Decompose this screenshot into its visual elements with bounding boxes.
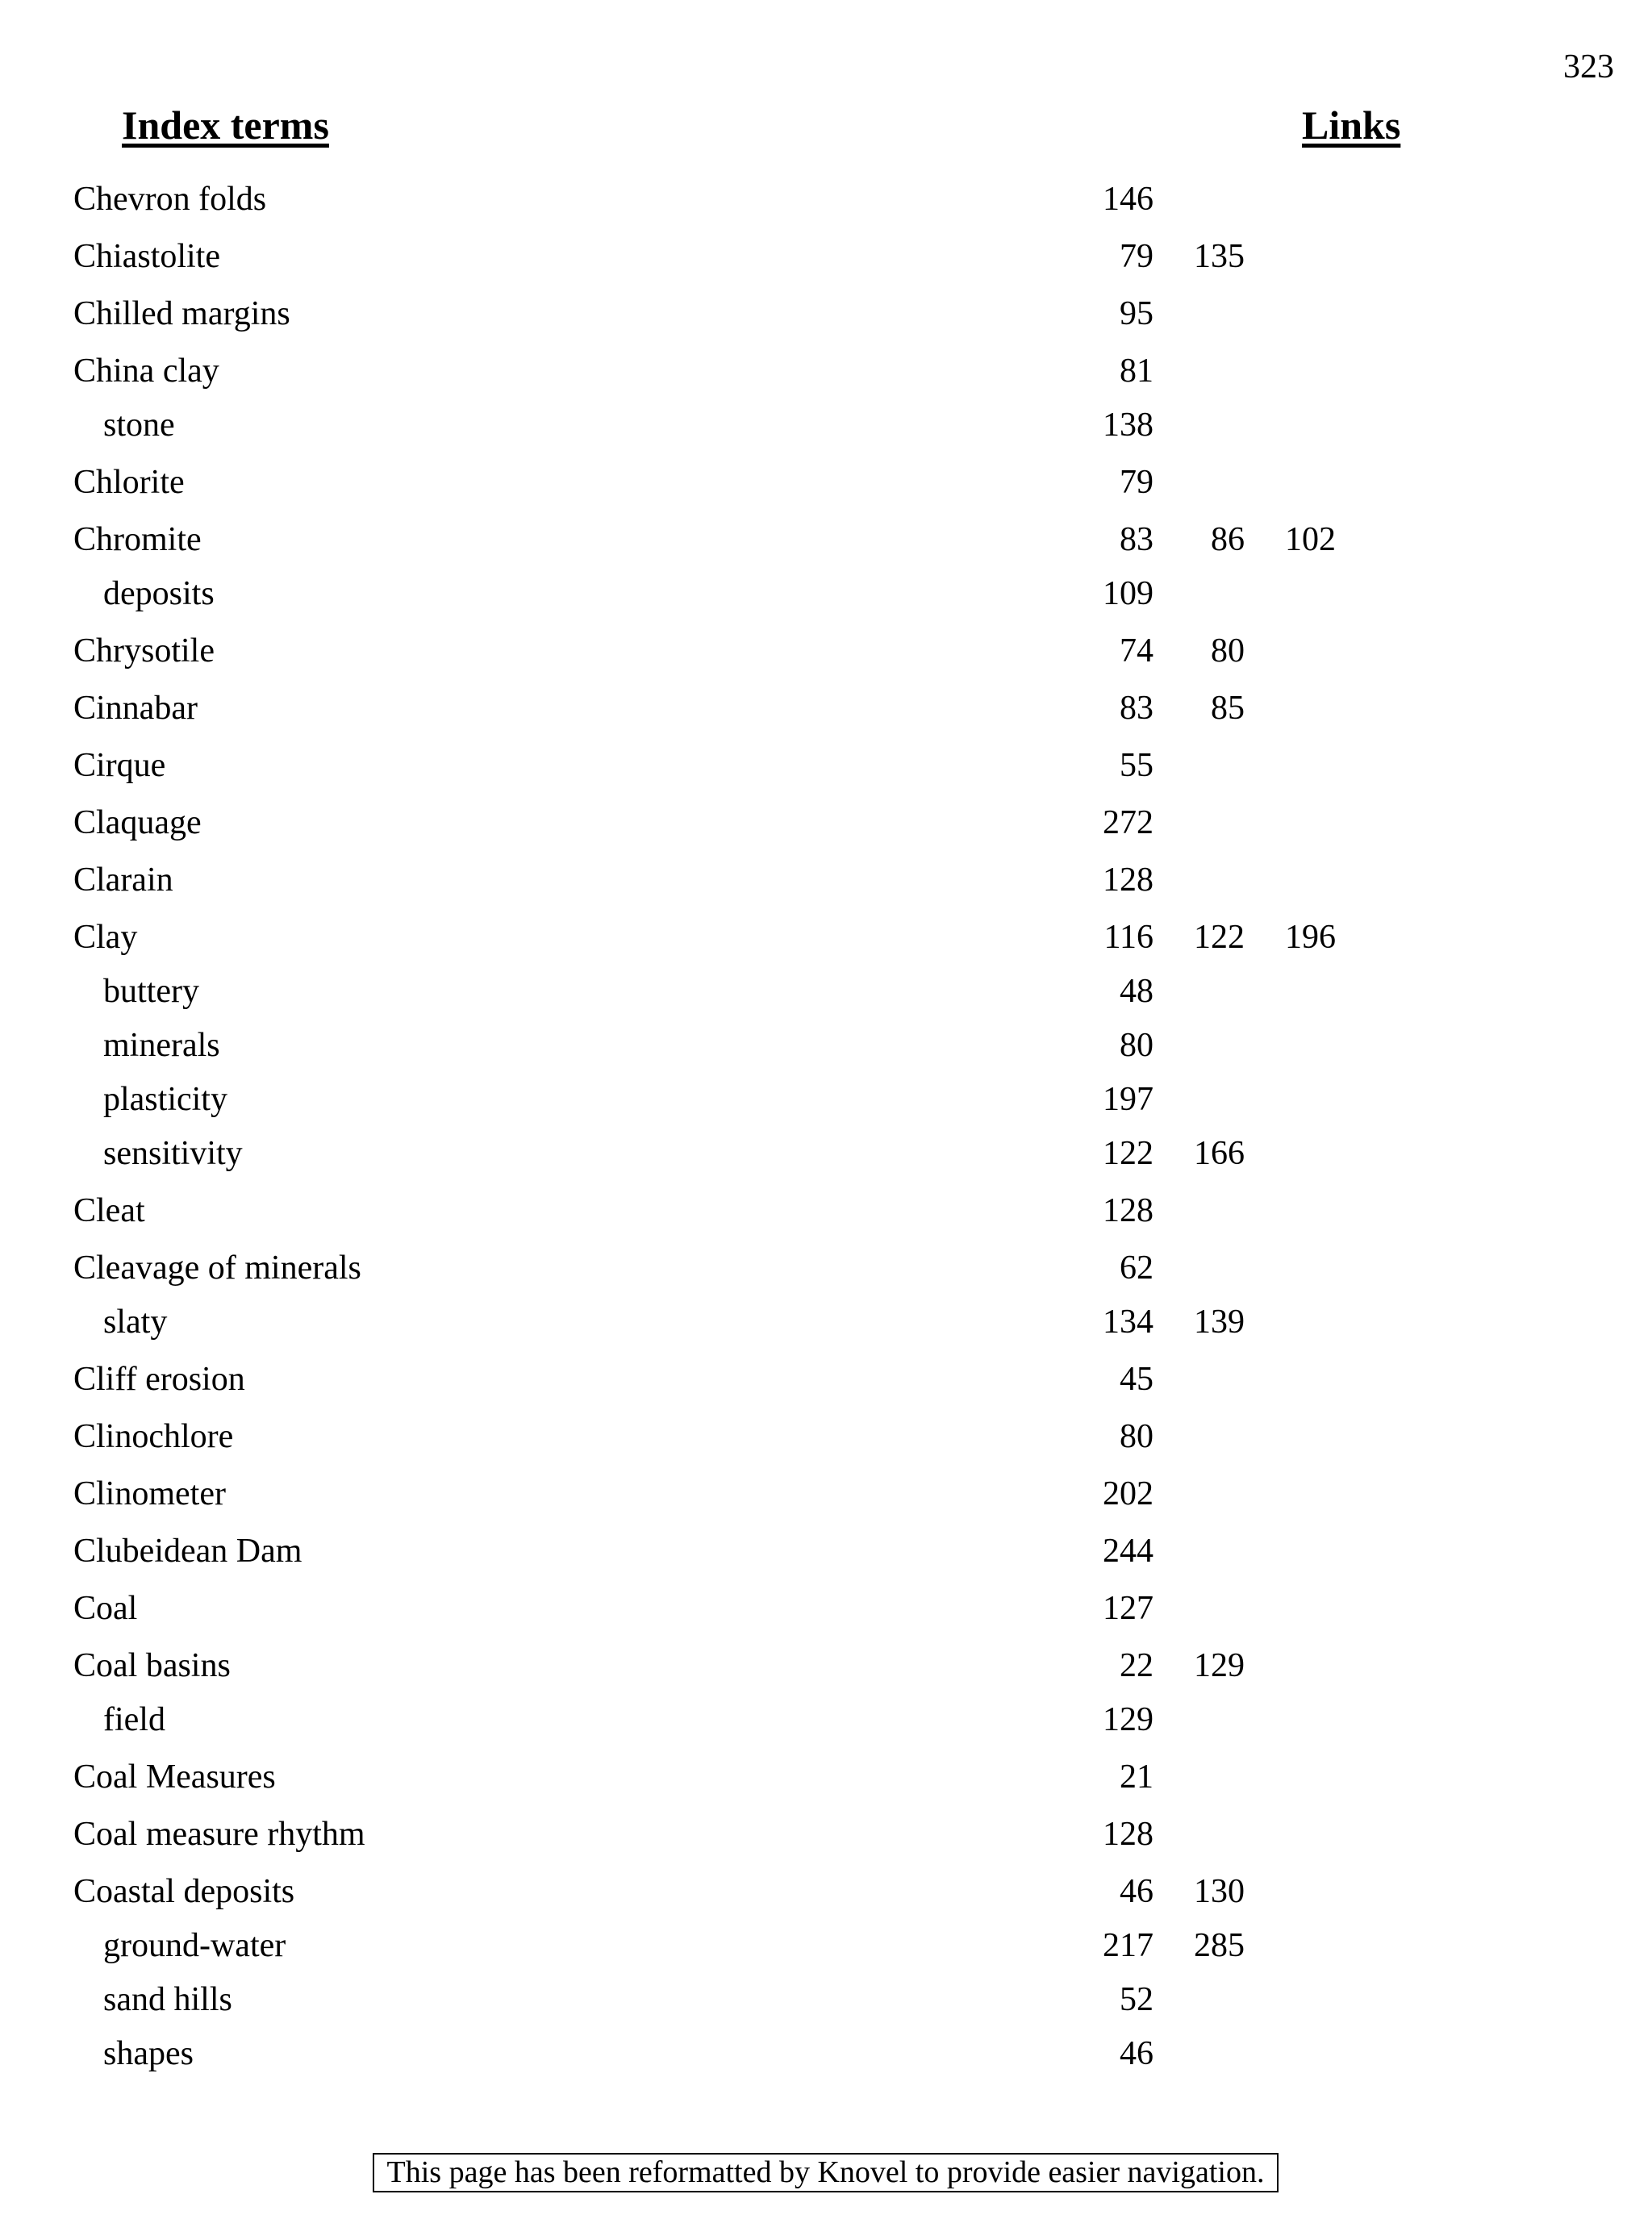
page-link[interactable]: 166: [1194, 1135, 1245, 1172]
index-subterm: buttery: [103, 973, 199, 1010]
page-link[interactable]: 74: [1120, 632, 1153, 670]
index-term: Cirque: [73, 747, 166, 784]
index-term: Chromite: [73, 521, 202, 558]
index-entry: [0, 405, 1652, 445]
page-link[interactable]: 80: [1120, 1418, 1153, 1455]
index-entry: [0, 351, 1652, 391]
page-link[interactable]: 22: [1120, 1647, 1153, 1684]
index-entry: [0, 1474, 1652, 1514]
index-entry: [0, 1646, 1652, 1686]
page-link[interactable]: 85: [1211, 690, 1245, 727]
page-link[interactable]: 86: [1211, 521, 1245, 558]
page-link[interactable]: 80: [1120, 1027, 1153, 1064]
index-term: Coastal deposits: [73, 1873, 295, 1910]
index-entry: [0, 574, 1652, 614]
page-link[interactable]: 129: [1103, 1701, 1153, 1738]
index-entry: [0, 745, 1652, 786]
page-link[interactable]: 128: [1103, 1192, 1153, 1229]
index-entry: [0, 1079, 1652, 1120]
index-entry: [0, 1025, 1652, 1066]
page-link[interactable]: 272: [1103, 804, 1153, 841]
page-link[interactable]: 139: [1194, 1304, 1245, 1341]
page-link[interactable]: 217: [1103, 1927, 1153, 1964]
index-term: Clinometer: [73, 1475, 226, 1512]
page-link[interactable]: 102: [1285, 521, 1336, 558]
page-link[interactable]: 146: [1103, 181, 1153, 218]
index-term: Chrysotile: [73, 632, 215, 670]
page-link[interactable]: 122: [1103, 1135, 1153, 1172]
index-entry: [0, 1416, 1652, 1457]
index-term: Cleavage of minerals: [73, 1249, 361, 1287]
page-link[interactable]: 116: [1103, 919, 1153, 956]
page-link[interactable]: 83: [1120, 690, 1153, 727]
index-term: Cliff erosion: [73, 1361, 245, 1398]
index-subterm: sensitivity: [103, 1135, 243, 1172]
index-entry: [0, 1191, 1652, 1231]
index-entry: [0, 1979, 1652, 2020]
index-entry: [0, 179, 1652, 219]
page-link[interactable]: 48: [1120, 973, 1153, 1010]
page-link[interactable]: 79: [1120, 238, 1153, 275]
index-term: Clinochlore: [73, 1418, 234, 1455]
index-entry: [0, 1531, 1652, 1571]
page-link[interactable]: 52: [1120, 1981, 1153, 2018]
page-link[interactable]: 80: [1211, 632, 1245, 670]
index-term: Clarain: [73, 861, 173, 899]
knovel-footer-note: This page has been reformatted by Knovel to provide easier navigation.: [373, 2153, 1279, 2192]
index-entry: [0, 2034, 1652, 2074]
page-number: 323: [1563, 48, 1614, 86]
page-link[interactable]: 122: [1194, 919, 1245, 956]
page-link[interactable]: 285: [1194, 1927, 1245, 1964]
page-link[interactable]: 202: [1103, 1475, 1153, 1512]
index-subterm: minerals: [103, 1027, 220, 1064]
index-entry: [0, 803, 1652, 843]
index-subterm: deposits: [103, 575, 215, 612]
page-link[interactable]: 21: [1120, 1758, 1153, 1796]
index-term: Coal basins: [73, 1647, 231, 1684]
index-subterm: plasticity: [103, 1081, 227, 1118]
index-entry: [0, 971, 1652, 1012]
page-link[interactable]: 128: [1103, 861, 1153, 899]
index-entry: [0, 1871, 1652, 1912]
index-term: Clubeidean Dam: [73, 1533, 302, 1570]
index-term: Cinnabar: [73, 690, 198, 727]
page-link[interactable]: 244: [1103, 1533, 1153, 1570]
index-entry: [0, 1588, 1652, 1629]
page-link[interactable]: 130: [1194, 1873, 1245, 1910]
index-terms-header: Index terms: [122, 102, 329, 148]
index-subterm: sand hills: [103, 1981, 232, 2018]
index-entry: [0, 860, 1652, 900]
index-term: Chiastolite: [73, 238, 220, 275]
page-link[interactable]: 135: [1194, 238, 1245, 275]
index-term: Chilled margins: [73, 295, 290, 332]
index-entry: [0, 1814, 1652, 1854]
page-link[interactable]: 127: [1103, 1590, 1153, 1627]
index-term: Chlorite: [73, 464, 185, 501]
page-link[interactable]: 83: [1120, 521, 1153, 558]
page-link[interactable]: 45: [1120, 1361, 1153, 1398]
index-entry: [0, 1359, 1652, 1400]
index-term: Coal measure rhythm: [73, 1816, 365, 1853]
page-link[interactable]: 134: [1103, 1304, 1153, 1341]
links-header: Links: [1302, 102, 1401, 148]
index-subterm: shapes: [103, 2035, 194, 2072]
page-link[interactable]: 196: [1285, 919, 1336, 956]
page-link[interactable]: 55: [1120, 747, 1153, 784]
index-entry: [0, 1302, 1652, 1342]
index-entry: [0, 519, 1652, 560]
index-subterm: field: [103, 1701, 165, 1738]
page-link[interactable]: 129: [1194, 1647, 1245, 1684]
index-entry: [0, 631, 1652, 671]
page-link[interactable]: 138: [1103, 407, 1153, 444]
page-link[interactable]: 46: [1120, 2035, 1153, 2072]
index-term: Coal Measures: [73, 1758, 276, 1796]
index-term: Claquage: [73, 804, 202, 841]
index-entry: [0, 1925, 1652, 1966]
page-link[interactable]: 81: [1120, 353, 1153, 390]
index-entry: [0, 294, 1652, 334]
index-entry: [0, 236, 1652, 277]
page-link[interactable]: 46: [1120, 1873, 1153, 1910]
page-link[interactable]: 62: [1120, 1249, 1153, 1287]
index-entry: [0, 1700, 1652, 1740]
page-link[interactable]: 197: [1103, 1081, 1153, 1118]
index-entry: [0, 462, 1652, 503]
index-entry: [0, 1133, 1652, 1174]
index-term: China clay: [73, 353, 219, 390]
index-subterm: stone: [103, 407, 175, 444]
index-subterm: slaty: [103, 1304, 168, 1341]
index-term: Chevron folds: [73, 181, 267, 218]
index-entry: [0, 1757, 1652, 1797]
index-term: Clay: [73, 919, 138, 956]
index-subterm: ground-water: [103, 1927, 286, 1964]
index-entry: [0, 688, 1652, 728]
page-link[interactable]: 79: [1120, 464, 1153, 501]
page-link[interactable]: 109: [1103, 575, 1153, 612]
index-term: Cleat: [73, 1192, 145, 1229]
index-entry: [0, 1248, 1652, 1288]
page-link[interactable]: 128: [1103, 1816, 1153, 1853]
index-entry: [0, 917, 1652, 957]
page-link[interactable]: 95: [1120, 295, 1153, 332]
index-term: Coal: [73, 1590, 138, 1627]
